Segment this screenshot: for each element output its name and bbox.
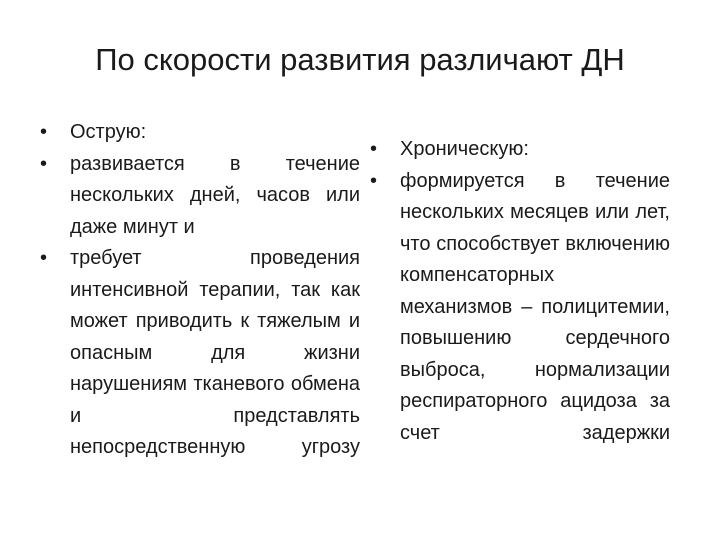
slide-title: По скорости развития различают ДН [95,42,625,77]
chronic-heading: Хроническую: [400,138,529,160]
bullet-icon: • [370,138,378,160]
acute-heading: Острую: [70,121,147,143]
acute-therapy-text: требует проведения интенсивной терапии, так как может приводить к тяжелым и опасным для жизни нарушениям тканевого обмена и представлять непосредственную угрозу [70,247,360,458]
bullet-icon: • [40,247,48,269]
chronic-formation-text: формируется в течение нескольких месяцев или лет, что способствует включению компенсаторных механизмов – полицитемии, повышению сердечного выброса, нормализации респираторного ацидоза за счет задержки [400,169,670,444]
bullet-icon: • [40,121,48,143]
bullet-item [370,166,670,450]
acute-development-text: развивается в течение нескольких дней, часов или даже минут и [70,152,360,238]
bullet-item [370,134,670,166]
chronic-column [370,134,670,449]
bullet-item [40,149,360,244]
bullet-icon: • [370,169,378,192]
acute-column [40,117,360,464]
bullet-item [40,117,360,149]
bullet-icon: • [40,152,48,175]
bullet-item [40,243,360,464]
